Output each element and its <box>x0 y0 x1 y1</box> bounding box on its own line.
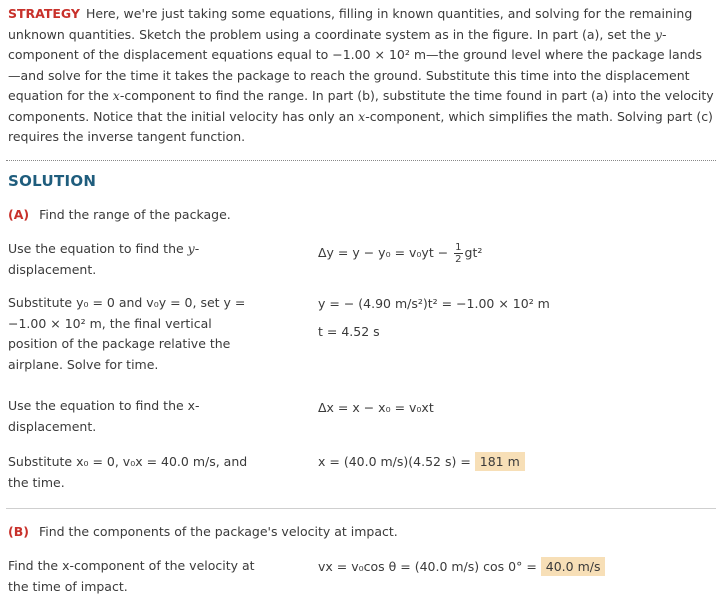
fraction-denominator: 2 <box>455 254 462 265</box>
part-a-step1-eq-tail: gt² <box>464 245 483 260</box>
part-a-step2-eq2: t = 4.52 s <box>318 324 380 339</box>
part-b-step1-text: Find the x-component of the velocity at the time of impact. <box>8 558 255 594</box>
part-a-step2-eq1: y = − (4.90 m/s²)t² = −1.00 × 10² m <box>318 296 550 311</box>
part-a-heading <box>8 207 231 222</box>
strategy-x-var-2: x <box>358 108 366 124</box>
part-a-step1-var: y <box>187 241 195 256</box>
part-a-step1-text-2: -displacement. <box>8 241 200 277</box>
part-b-tag: (B) <box>8 524 29 539</box>
strategy-text-2: -component of the displacement equations equal to −1.00 × 10² m—the ground level where the package lands—and solve for the time it takes the package to reach the ground. Substitute this time into the displacement equation for the <box>8 26 703 103</box>
part-b-answer: 40.0 m/s <box>541 557 606 576</box>
strategy-text-3: -component to find the range. In part (b), substitute the time found in part (a) into the velocity components. Notice that the initial velocity has only an <box>8 88 714 124</box>
strategy-text-4: -component, which simplifies the math. Solving part (c) requires the inverse tangent function. <box>8 108 713 144</box>
part-a-step4-text: Substitute x₀ = 0, v₀x = 40.0 m/s, and the time. <box>8 454 248 490</box>
part-a-step1-text <box>8 239 228 280</box>
section-divider <box>6 160 716 161</box>
part-a-step1-equation <box>318 242 482 265</box>
solution-title: SOLUTION <box>8 172 97 190</box>
part-a-tag: (A) <box>8 207 30 222</box>
part-a-step1-text-1: Use the equation to find the <box>8 241 188 256</box>
part-a-step3-text: Use the equation to find the x-displacement. <box>8 398 200 434</box>
part-b-step1-equation <box>318 557 605 577</box>
strategy-label: STRATEGY <box>8 6 80 21</box>
part-a-step4-eq: x = (40.0 m/s)(4.52 s) = <box>318 454 475 469</box>
part-b-heading-text: Find the components of the package's velocity at impact. <box>38 524 398 539</box>
one-half-fraction <box>454 242 462 265</box>
part-a-step4-equation <box>318 452 525 472</box>
part-b-heading <box>8 524 398 539</box>
strategy-x-var: x <box>112 88 120 103</box>
part-a-step3-eq: Δx = x − x₀ = v₀xt <box>318 400 434 415</box>
part-b-step1-eq: vx = v₀cos θ = (40.0 m/s) cos 0° = <box>318 559 541 574</box>
strategy-y-var: y <box>654 26 662 42</box>
part-a-heading-text: Find the range of the package. <box>39 207 231 222</box>
part-a-step2-text: Substitute y₀ = 0 and v₀y = 0, set y = −1.00 × 10² m, the final vertical position of the package relative the airplane. Solve for time. <box>8 295 246 372</box>
part-separator <box>6 508 716 509</box>
strategy-paragraph <box>8 4 714 148</box>
part-a-step1-eq: Δy = y − y₀ = v₀yt − <box>318 245 453 260</box>
part-a-answer: 181 m <box>475 452 525 471</box>
fraction-numerator: 1 <box>455 242 462 253</box>
strategy-text-1: Here, we're just taking some equations, filling in known quantities, and solving for the remaining unknown quantities. Sketch the problem using a coordinate system as in the figure. In part (a), set the <box>8 6 693 42</box>
